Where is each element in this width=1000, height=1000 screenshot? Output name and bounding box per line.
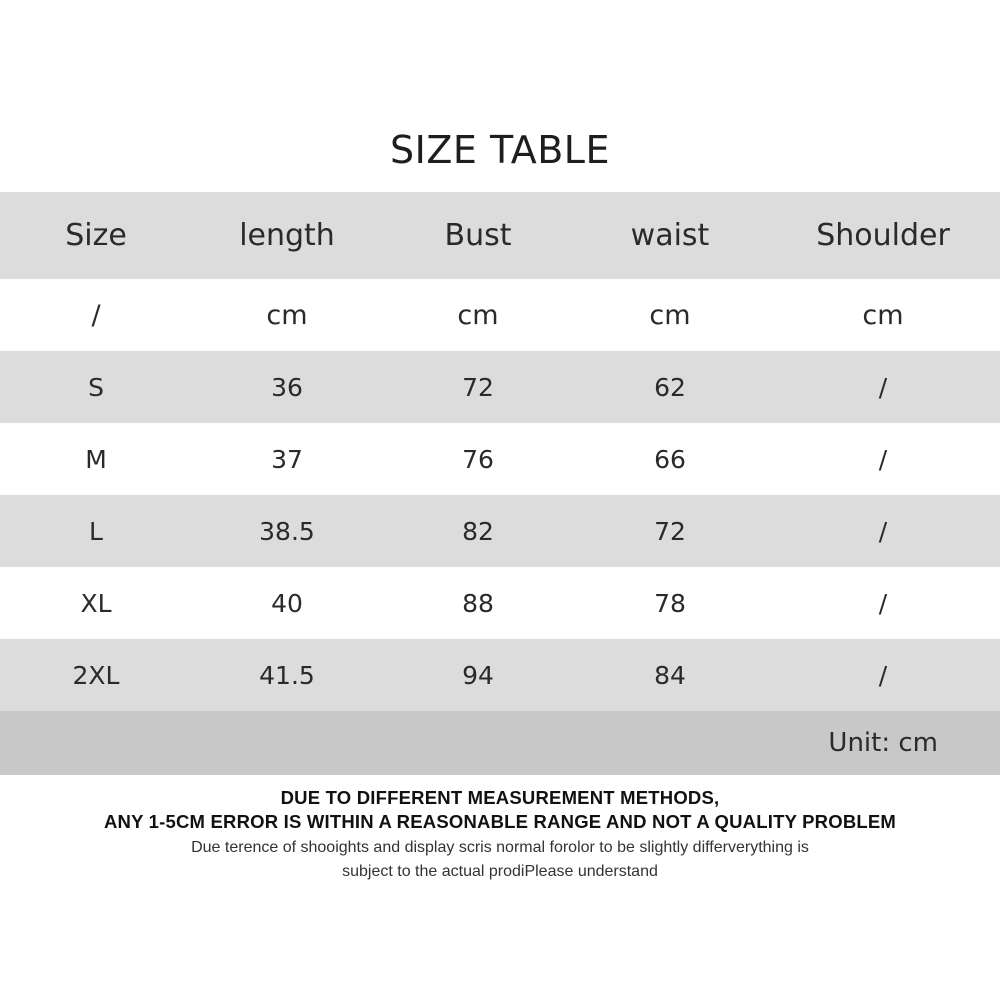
notice-line-1: DUE TO DIFFERENT MEASUREMENT METHODS, (280, 787, 720, 808)
cell-length: 40 (271, 588, 303, 618)
unit-waist: cm (649, 299, 691, 331)
unit-length: cm (266, 299, 308, 331)
cell-size: M (85, 444, 107, 474)
cell-waist: 78 (654, 588, 686, 618)
cell-bust: 94 (462, 660, 494, 690)
cell-size: XL (80, 588, 112, 618)
cell-size: L (89, 516, 103, 546)
cell-waist: 66 (654, 444, 686, 474)
header-length: length (239, 218, 335, 253)
size-table (0, 192, 1000, 775)
cell-bust: 72 (462, 372, 494, 402)
header-size: Size (65, 218, 127, 253)
notice-line-3: Due terence of shooights and display scris normal forolor to be slightly differverything is (191, 839, 809, 856)
measurement-notice (0, 786, 1000, 884)
notice-line-4: subject to the actual prodiPlease understand (342, 863, 658, 880)
table-row (0, 567, 1000, 639)
table-row (0, 423, 1000, 495)
unit-shoulder: cm (862, 299, 904, 331)
table-units-row (0, 279, 1000, 351)
cell-waist: 62 (654, 372, 686, 402)
cell-size: 2XL (72, 660, 120, 690)
header-shoulder: Shoulder (816, 218, 950, 253)
cell-shoulder: / (878, 660, 888, 690)
cell-length: 41.5 (259, 660, 315, 690)
cell-length: 37 (271, 444, 303, 474)
header-bust: Bust (444, 218, 512, 253)
notice-line-2: ANY 1-5CM ERROR IS WITHIN A REASONABLE RANGE AND NOT A QUALITY PROBLEM (103, 811, 897, 832)
cell-shoulder: / (878, 444, 888, 474)
cell-length: 36 (271, 372, 303, 402)
table-row (0, 351, 1000, 423)
header-waist: waist (630, 218, 710, 253)
cell-size: S (88, 372, 104, 402)
cell-shoulder: / (878, 372, 888, 402)
unit-bust: cm (457, 299, 499, 331)
cell-shoulder: / (878, 516, 888, 546)
table-header-row (0, 192, 1000, 279)
table-footer-row (0, 711, 1000, 775)
cell-waist: 72 (654, 516, 686, 546)
cell-bust: 82 (462, 516, 494, 546)
cell-bust: 76 (462, 444, 494, 474)
unit-size: / (91, 299, 101, 331)
unit-note: Unit: cm (828, 728, 938, 758)
table-row (0, 495, 1000, 567)
table-row (0, 639, 1000, 711)
cell-bust: 88 (462, 588, 494, 618)
cell-waist: 84 (654, 660, 686, 690)
cell-length: 38.5 (259, 516, 315, 546)
cell-shoulder: / (878, 588, 888, 618)
page-title: SIZE TABLE (390, 128, 610, 172)
